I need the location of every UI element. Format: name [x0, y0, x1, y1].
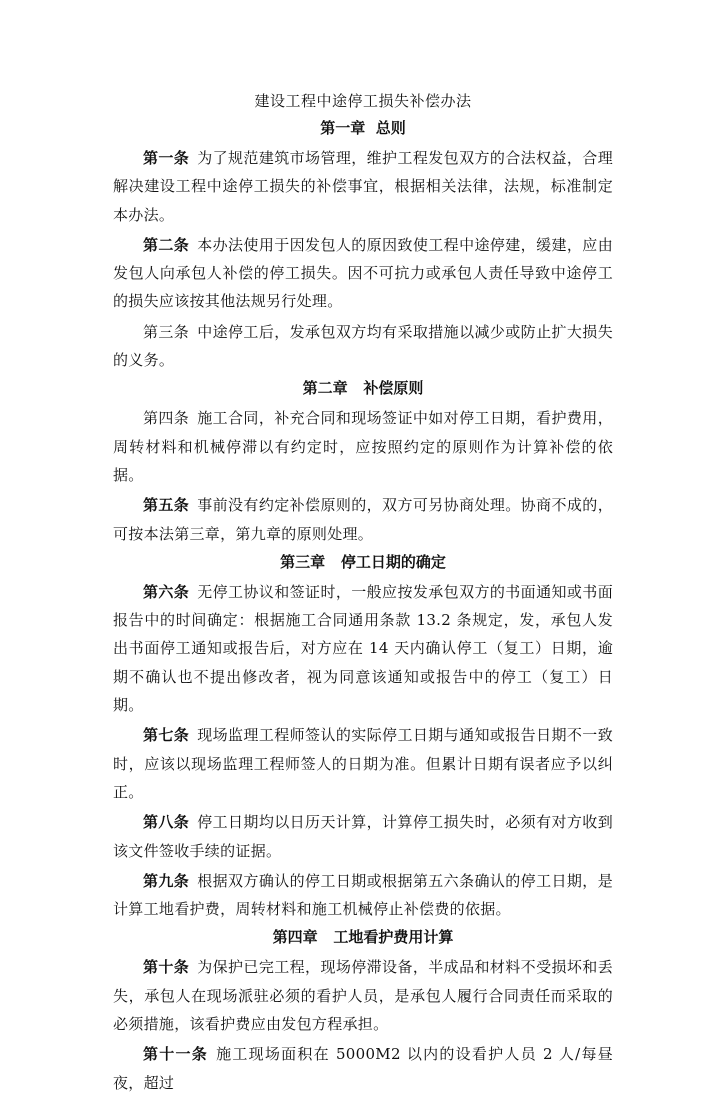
- article-paragraph: [113, 867, 613, 924]
- chapter-heading: 第二章 补偿原则: [302, 379, 424, 398]
- article-number: 第九条: [143, 871, 190, 890]
- article-paragraph: [113, 491, 613, 548]
- article-paragraph: [113, 808, 613, 865]
- document-title: 建设工程中途停工损失补偿办法: [254, 92, 472, 110]
- article-text: 事前没有约定补偿原则的，双方可另协商处理。协商不成的，可按本法第三章，第九章的原则处理。: [113, 496, 613, 543]
- document-page: [113, 90, 613, 1099]
- article-number: 第六条: [143, 582, 190, 601]
- article-number: 第五条: [143, 496, 190, 515]
- article-text: 为保护已完工程，现场停滞设备，半成品和材料不受损坏和丢失，承包人在现场派驻必须的看护人员，是承包人履行合同责任而采取的必须措施，该看护费应由发包方程承担。: [113, 958, 613, 1034]
- chapter-heading: 第四章 工地看护费用计算: [272, 928, 454, 947]
- article-number: 第十条: [143, 958, 190, 977]
- article-number: 第一条: [143, 149, 190, 167]
- article-number: 第十一条: [143, 1045, 209, 1064]
- article-paragraph: [113, 144, 613, 229]
- article-number: 第七条: [143, 726, 190, 745]
- chapter-heading: 第三章 停工日期的确定: [280, 552, 446, 571]
- article-text: 停工日期均以日历天计算，计算停工损失时，必须有对方收到该文件签收手续的证据。: [113, 813, 613, 860]
- article-text: 现场监理工程师签认的实际停工日期与通知或报告日期不一致时，应该以现场监理工程师签人的日期为准。但累计日期有误者应予以纠正。: [113, 726, 613, 801]
- article-text: 无停工协议和签证时，一般应按发承包双方的书面通知或书面报告中的时间确定：根据施工合同通用条款 13.2 条规定，发，承包人发出书面停工通知或报告后，对方应在 14 天内确认停工（复工）日期，逾期不确认也不提出修改者，视为同意该通知或报告中的停工（复工）日期。: [113, 582, 613, 715]
- article-text: 施工现场面积在 5000M2 以内的设看护人员 2 人/每昼夜，超过: [113, 1045, 614, 1092]
- article-paragraph: [113, 721, 613, 806]
- chapter-heading: 第一章 总则: [320, 119, 406, 137]
- article-paragraph: [113, 1040, 613, 1097]
- article-text: 为了规范建筑市场管理，维护工程发包双方的合法权益，合理解决建设工程中途停工损失的补偿事宜，根据相关法律，法规，标准制定本办法。: [113, 149, 613, 224]
- article-text: 本办法使用于因发包人的原因致使工程中途停建，缓建，应由发包人向承包人补偿的停工损失。因不可抗力或承包人责任导致中途停工的损失应该按其他法规另行处理。: [113, 235, 613, 311]
- article-text: 中途停工后，发承包双方均有采取措施以减少或防止扩大损失的义务。: [113, 322, 613, 370]
- article-number: 第八条: [143, 813, 190, 832]
- article-paragraph: [113, 318, 613, 375]
- article-number: 第四条: [143, 409, 190, 428]
- article-paragraph: [113, 953, 613, 1038]
- article-text: 根据双方确认的停工日期或根据第五六条确认的停工日期，是计算工地看护费，周转材料和施工机械停止补偿费的依据。: [113, 871, 613, 919]
- article-paragraph: [113, 578, 613, 719]
- article-text: 施工合同，补充合同和现场签证中如对停工日期，看护费用，周转材料和机械停滞以有约定时，应按照约定的原则作为计算补偿的依据。: [113, 409, 613, 484]
- article-number: 第三条: [143, 322, 190, 341]
- article-paragraph: [113, 404, 613, 489]
- article-paragraph: [113, 231, 613, 316]
- article-number: 第二条: [143, 235, 190, 254]
